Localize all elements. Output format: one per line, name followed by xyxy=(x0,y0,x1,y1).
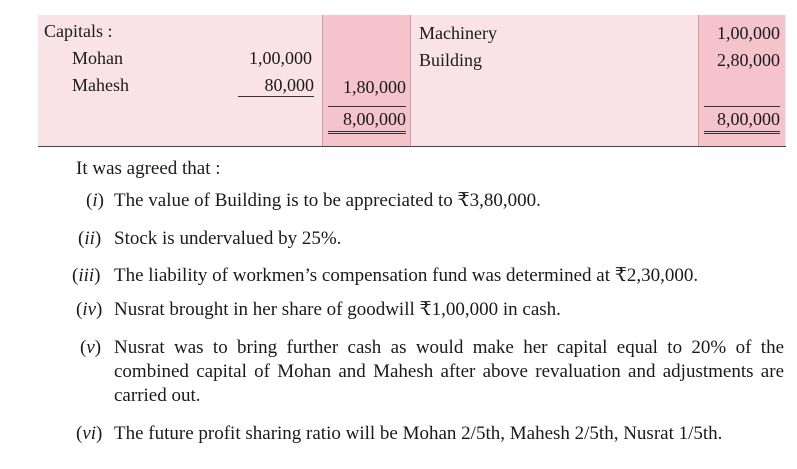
assets-grand-total: 8,00,000 xyxy=(704,106,780,134)
column-divider xyxy=(322,15,323,146)
intro-text: It was agreed that : xyxy=(76,158,221,179)
asset-amount-building: 2,80,000 xyxy=(717,50,780,70)
item-text: The future profit sharing ratio will be Mohan 2/5th, Mahesh 2/5th, Nusrat 1/5th. xyxy=(114,423,723,444)
asset-amount-machinery: 1,00,000 xyxy=(717,23,780,43)
item-number: (ii) xyxy=(78,228,102,249)
column-divider xyxy=(698,15,699,146)
partner-amount-mohan: 1,00,000 xyxy=(249,48,312,68)
asset-name-machinery: Machinery xyxy=(419,23,497,43)
table-bottom-rule xyxy=(38,146,786,147)
partner-name-mahesh: Mahesh xyxy=(72,75,129,95)
item-number: (iv) xyxy=(76,299,103,320)
asset-name-building: Building xyxy=(419,50,483,70)
capitals-label: Capitals : xyxy=(44,21,113,41)
item-number: (i) xyxy=(86,190,104,211)
item-text: Stock is undervalued by 25%. xyxy=(114,228,342,249)
balance-sheet-table xyxy=(38,15,786,146)
capitals-total: 1,80,000 xyxy=(343,77,406,97)
item-text: Nusrat was to bring further cash as would make her capital equal to 20% of the combined capital of Mohan and Mahesh after above revaluation and adjustments are carried out. xyxy=(114,337,784,406)
item-text: The liability of workmen’s compensation fund was determined at ₹2,30,000. xyxy=(114,265,699,286)
item-number: (vi) xyxy=(76,423,103,444)
item-number: (iii) xyxy=(72,265,101,286)
partner-amount-mahesh: 80,000 xyxy=(238,74,314,97)
liabilities-grand-total: 8,00,000 xyxy=(328,106,406,134)
item-number: (v) xyxy=(80,337,102,358)
column-divider xyxy=(410,15,411,146)
item-text: Nusrat brought in her share of goodwill ₹1,00,000 in cash. xyxy=(114,299,561,320)
item-text: The value of Building is to be appreciated to ₹3,80,000. xyxy=(114,190,541,211)
partner-name-mohan: Mohan xyxy=(72,48,123,68)
